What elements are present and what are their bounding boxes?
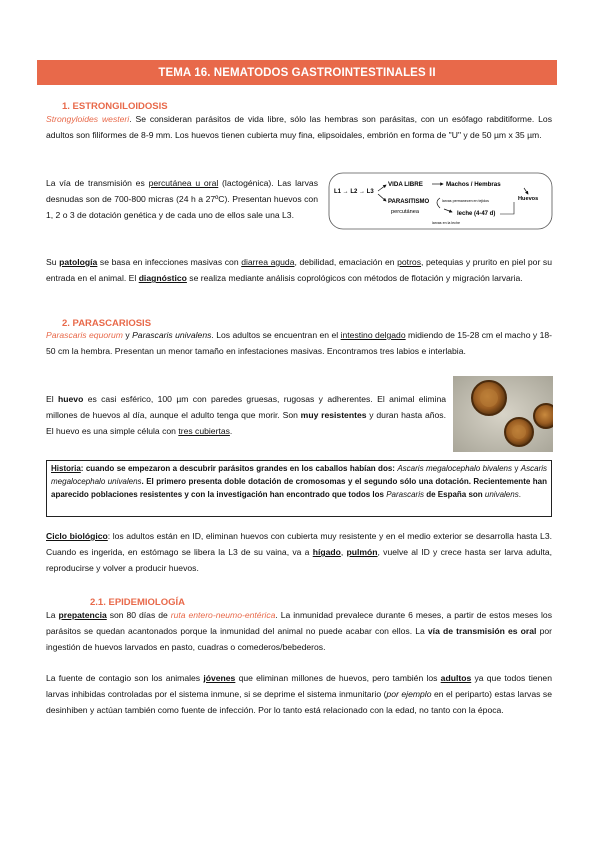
text: La	[46, 610, 59, 620]
arrow	[378, 185, 386, 191]
keyword-liver: hígado	[312, 547, 341, 558]
text: son 80 días de	[106, 610, 171, 620]
percutaneous-label: percutánea	[391, 209, 419, 215]
text: .	[229, 426, 233, 437]
text: midiendo de 15-28 cm el macho y 18-50 cm la hembra. Presentan un menor tamaño en infestaciones masivas. Encontramos tres labios e interlabia.	[46, 330, 553, 357]
keyword-resistant: muy resistentes	[300, 410, 367, 421]
underlined-term: intestino delgado	[340, 330, 406, 340]
keyword-diagnosis: diagnóstico	[138, 273, 187, 284]
paragraph-life-cycle	[46, 528, 552, 577]
section-heading-parascariosis: 2. PARASCARIOSIS	[62, 318, 152, 329]
history-label: Historia	[51, 464, 81, 473]
paragraph-prepatency	[46, 607, 552, 656]
males-females-label: Machos / Hembras	[446, 181, 501, 188]
keyword-egg: huevo	[58, 394, 84, 404]
text: .	[518, 489, 521, 499]
paragraph-text: . Se consideran parásitos de vida libre, sólo las hembras son parásitas, con un esófago rabditiforme. Los adultos son filiformes de 8-9 mm. Los huevos tienen cubierta muy fina, elipsoidales, embrión en forma de "U" y de 50 µm x 35 µm.	[46, 114, 552, 141]
text: ,	[340, 547, 347, 558]
text: . La inmunidad prevalece durante 6 meses, a partir de estos meses los parásitos se quedan acantonados porque la inmunidad del animal no puede acabar con ellos. La	[46, 610, 553, 637]
keyword-transmission: vía de transmisión es oral	[427, 626, 537, 637]
text: y	[511, 464, 521, 473]
text: es casi esférico, 100 µm con paredes gruesas, rugosas y adherentes. El animal elimina millones de huevos al día, aunque el adulto tenga que morir. Son	[46, 394, 447, 421]
text: que eliminan millones de huevos, pero también los	[235, 673, 441, 683]
keyword-lung: pulmón	[346, 547, 378, 558]
keyword-pathology: patología	[59, 257, 98, 267]
underlined-term: diarrea aguda	[241, 257, 295, 267]
paragraph-pathology	[46, 254, 552, 286]
text: por ingestión de huevos larvados en pasto, cuadras o comederos/bebederos.	[46, 626, 552, 653]
text: , petequias y prurito en piel por su entrada en el animal. El	[46, 257, 553, 284]
history-box	[46, 460, 552, 517]
page-title: TEMA 16. NEMATODOS GASTROINTESTINALES II	[37, 60, 557, 85]
arrow	[444, 209, 452, 212]
keyword-young: jóvenes	[203, 673, 236, 683]
larvae-tissues-label: larvas permanecen en tejidos	[442, 199, 489, 203]
life-cycle-diagram	[328, 172, 553, 230]
parasitism-label: PARASITISMO	[388, 199, 430, 205]
text: : cuando se empezaron a descubrir parásitos grandes en los caballos habían dos:	[80, 464, 398, 473]
text: y	[122, 330, 133, 340]
example-text: por ejemplo	[386, 689, 432, 700]
text: (lactogénica). Las larvas desnudas son de 700-800 micras (24 h a 27ºC). Presentan huevos con 1, 2 o 3 de dotación genética y de cada uno de ellos sale una L3.	[46, 178, 319, 221]
bracket	[437, 198, 440, 208]
arrow	[524, 188, 528, 194]
species-name: Parascaris univalens	[132, 330, 212, 340]
parascaris-eggs-photo	[453, 376, 553, 452]
milk-label: leche (4-47 d)	[457, 211, 496, 217]
section-heading-estrongiloidosis: 1. ESTRONGILOIDOSIS	[62, 101, 168, 112]
paragraph-transmission	[46, 175, 318, 224]
species-name: Strongyloides westeri	[46, 114, 130, 124]
keyword-life-cycle: Ciclo biológico	[46, 531, 108, 541]
text: : los adultos están en ID, eliminan huevos con cubierta muy resistente y en el medio exterior se desarrolla hasta L3. Cuando es ingerida, en estómago se libera la L3 de su vaina, va a	[46, 531, 552, 558]
arrow-line	[500, 202, 514, 214]
underlined-term: tres cubiertas	[178, 426, 230, 437]
larval-stages-label: L1 → L2 → L3	[334, 189, 374, 195]
species-name: Ascaris megalocephalo univalens	[51, 464, 548, 486]
text: en el periparto) estas larvas se desinhiben y actúan también como fuente de infección. Por lo tanto está relacionado con la edad, no tanto con la época.	[46, 689, 552, 716]
larvae-milk-label: larvas en la leche	[432, 221, 460, 225]
keyword-adults: adultos	[440, 673, 472, 683]
free-life-label: VIDA LIBRE	[388, 181, 423, 188]
text: El	[46, 394, 59, 404]
text: La vía de transmisión es	[46, 178, 149, 188]
species-name: Parascaris equorum	[46, 330, 123, 340]
keyword-prepatency: prepatencia	[58, 610, 107, 620]
text: La fuente de contagio son los animales	[46, 673, 204, 683]
arrow	[378, 194, 386, 201]
text: , debilidad, emaciación en	[294, 257, 398, 267]
text: se basa en infecciones masivas con	[97, 257, 242, 267]
section-heading-epidemiologia: 2.1. EPIDEMIOLOGÍA	[90, 597, 186, 608]
route-name: ruta entero-neumo-entérica	[170, 610, 276, 620]
underlined-term: potros	[397, 257, 422, 267]
text: . Los adultos se encuentran en el	[211, 330, 341, 340]
paragraph-egg	[46, 391, 446, 440]
text: , vuelve al ID y crece hasta ser larva adulta, reproducirse y volver a producir huevos.	[46, 547, 552, 574]
paragraph-contagion	[46, 670, 552, 719]
eggs-label: Huevos	[518, 196, 539, 202]
paragraph-parascaris	[46, 327, 552, 359]
species-name: Ascaris megalocephalo bivalens	[397, 464, 512, 473]
text: de España son	[424, 489, 485, 499]
paragraph-strongyloides	[46, 111, 552, 143]
species-name: Parascaris	[386, 489, 424, 499]
text: se realiza mediante análisis coprológicos con métodos de flotación y migración larvaria.	[186, 273, 523, 284]
species-name: univalens	[484, 489, 519, 499]
underlined-term: percutánea u oral	[148, 178, 219, 188]
text: . El primero presenta doble dotación de cromosomas y el segundo sólo una dotación. Recientemente han aparecido poblaciones resistentes y con la investigación han encontrado que todos los	[51, 476, 547, 499]
text: Su	[46, 257, 60, 267]
text: y duran hasta años. El huevo es una simple célula con	[46, 410, 446, 437]
text: ya que todos tienen larvas inhibidas controladas por el sistema inmune, si se deprime el sistema inmunitario (	[46, 673, 552, 700]
